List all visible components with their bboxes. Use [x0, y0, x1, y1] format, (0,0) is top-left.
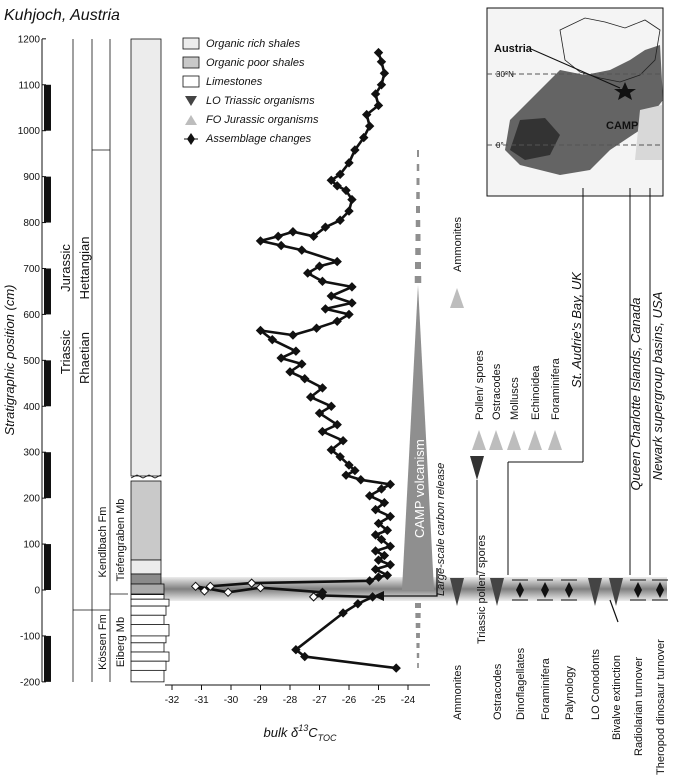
fo-triangle-up-icon	[528, 430, 542, 450]
y-tick-label: 200	[23, 493, 40, 505]
member-tiefengraben: Tiefengraben Mb	[115, 498, 127, 582]
event-below-label: Palynology	[564, 666, 576, 720]
event-above-label: Molluscs	[509, 377, 521, 420]
data-point	[298, 246, 306, 254]
y-tick-label: -200	[19, 677, 40, 689]
event-triassic-pollen-label: Triassic pollen/ spores	[476, 534, 488, 644]
legend-label: Limestones	[206, 76, 263, 88]
camp-dash	[416, 192, 420, 199]
legend-swatch	[183, 57, 199, 68]
fo-triangle-up-icon	[472, 430, 486, 450]
site-newark: Newark supergroup basins, USA	[650, 291, 665, 481]
legend-swatch	[183, 76, 199, 87]
data-point	[318, 428, 326, 436]
y-tick-label: 0	[34, 585, 40, 597]
event-below-label: Ostracodes	[492, 663, 504, 720]
y-stripe	[44, 268, 51, 314]
event-above-label: Pollen/ spores	[474, 350, 486, 420]
event-above-label: Foraminifera	[550, 358, 562, 420]
legend-triangle-up-icon	[185, 115, 197, 125]
y-axis-label: Stratigraphic position (cm)	[2, 284, 17, 436]
x-tick-label: -24	[400, 695, 416, 706]
limestone-bed	[131, 661, 166, 670]
event-below-label: Ammonites	[452, 664, 464, 720]
y-tick-label: 800	[23, 218, 40, 230]
x-tick-label: -27	[312, 695, 327, 706]
map-austria-label: Austria	[494, 43, 532, 55]
data-point	[327, 292, 335, 300]
data-point	[357, 476, 365, 484]
y-stripe	[44, 85, 51, 131]
legend-triangle-down-icon	[185, 96, 197, 106]
chart-title: Kuhjoch, Austria	[4, 7, 120, 24]
y-axis	[2, 34, 51, 688]
event-below-label: Theropod dinosaur turnover	[655, 639, 667, 775]
data-point	[348, 299, 356, 307]
map-lat30-label: 30°N	[496, 70, 514, 79]
data-point	[289, 331, 297, 339]
lithology-column	[131, 39, 169, 682]
x-tick-label: -28	[282, 695, 298, 706]
legend-label: FO Jurassic organisms	[206, 114, 319, 126]
y-tick-label: 1000	[17, 126, 40, 138]
formation-kossen: Kössen Fm	[97, 614, 109, 670]
x-tick-label: -29	[253, 695, 268, 706]
camp-dash	[415, 613, 420, 618]
data-point	[377, 58, 385, 66]
system-jurassic: Jurassic	[58, 244, 73, 292]
camp-dash	[416, 234, 421, 241]
fo-triangle-up-icon	[507, 430, 521, 450]
camp-dash	[416, 623, 421, 628]
event-above-label: Echinoidea	[530, 365, 542, 420]
legend-label: Organic rich shales	[206, 38, 301, 50]
event-above-label: Ostracodes	[491, 363, 503, 420]
limestone-bed	[131, 599, 169, 606]
event-below-label: Dinoflagellates	[515, 647, 527, 720]
limestone-beds	[131, 595, 169, 682]
data-point	[292, 347, 300, 355]
y-stripe	[44, 177, 51, 223]
data-point	[277, 354, 285, 362]
x-ticks	[165, 685, 416, 706]
data-point	[380, 69, 388, 77]
limestone-bed	[131, 624, 169, 635]
limestone-bed	[131, 636, 166, 643]
camp-dash	[416, 643, 419, 648]
data-point	[333, 258, 341, 266]
y-stripe	[44, 636, 51, 682]
data-point	[321, 305, 329, 313]
limestone-bed	[131, 670, 164, 681]
y-tick-label: 1100	[18, 80, 40, 92]
data-point	[289, 228, 297, 236]
stage-hettangian: Hettangian	[77, 236, 92, 300]
limestone-bed	[131, 615, 164, 624]
y-tick-label: 400	[23, 401, 40, 413]
member-eiberg: Eiberg Mb	[115, 616, 127, 668]
x-tick-label: -32	[164, 695, 180, 706]
x-axis-label: bulk $\delta^{13}C_{TOC}$	[263, 723, 337, 743]
y-tick-label: 300	[23, 447, 40, 459]
carbon-release-label: Large-scale carbon release	[435, 462, 447, 596]
x-tick-label: -25	[371, 695, 386, 706]
x-axis	[165, 685, 430, 743]
legend-swatch	[183, 38, 199, 49]
event-below-label: Bivalve extinction	[611, 655, 623, 740]
y-tick-label: 900	[23, 172, 40, 184]
y-stripe	[44, 360, 51, 406]
map-inset	[487, 8, 663, 196]
legend-diamond-icon	[187, 133, 195, 145]
camp-dash	[417, 663, 419, 668]
y-tick-label: 600	[23, 309, 40, 321]
x-tick-label: -26	[341, 695, 357, 706]
y-tick-label: -100	[19, 631, 40, 643]
camp-dash	[415, 276, 422, 283]
legend-label: Assemblage changes	[206, 133, 312, 145]
site-st-audries: St. Audrie's Bay, UK	[569, 272, 584, 388]
y-stripe	[44, 544, 51, 590]
data-point	[392, 664, 400, 672]
data-point	[386, 561, 394, 569]
data-point	[257, 237, 265, 245]
limestone-bed	[131, 595, 164, 600]
y-stripe	[44, 452, 51, 498]
legend-label: LO Triassic organisms	[206, 95, 315, 107]
legend	[183, 38, 319, 145]
chrono-columns	[58, 39, 128, 682]
camp-dash	[417, 164, 420, 171]
data-point	[277, 242, 285, 250]
formation-kendlbach: Kendlbach Fm	[97, 506, 109, 578]
camp-dash	[417, 178, 420, 185]
camp-dash	[415, 603, 421, 608]
data-point	[348, 283, 356, 291]
limestone-bed	[131, 643, 164, 652]
event-above-label: Ammonites	[452, 216, 464, 272]
data-point	[313, 324, 321, 332]
limestone-bed	[131, 606, 166, 615]
map-lat0-label: 0°	[496, 141, 504, 150]
data-point	[274, 232, 282, 240]
site-queen-charlotte: Queen Charlotte Islands, Canada	[628, 297, 643, 491]
camp-dash	[415, 262, 421, 269]
event-below-label: LO Conodonts	[590, 649, 602, 720]
x-tick-label: -30	[223, 695, 239, 706]
camp-dash	[415, 248, 421, 255]
event-below-label: Foraminifera	[540, 658, 552, 720]
camp-dash	[417, 653, 419, 658]
limestone-bed	[131, 652, 169, 661]
camp-dash	[416, 206, 420, 213]
fo-triangle-up-icon	[548, 430, 562, 450]
legend-label: Organic poor shales	[206, 57, 305, 69]
y-tick-label: 500	[23, 355, 40, 367]
camp-dash	[416, 220, 421, 227]
camp-dash	[417, 150, 419, 157]
camp-volcanism-label: CAMP volcanism	[412, 439, 427, 538]
system-triassic: Triassic	[58, 329, 73, 375]
x-tick-label: -31	[194, 695, 209, 706]
y-tick-label: 700	[23, 263, 40, 275]
data-point	[375, 49, 383, 57]
y-axis-stripes	[44, 85, 51, 682]
fo-triangle-up-icon	[489, 430, 503, 450]
fo-triangle-up-icon	[450, 288, 464, 308]
lo-triangle-down-icon	[470, 456, 484, 480]
y-tick-label: 1200	[17, 34, 40, 46]
camp-dash	[416, 633, 420, 638]
map-camp-label: CAMP	[606, 120, 639, 132]
stage-rhaetian: Rhaetian	[77, 331, 92, 385]
y-tick-label: 100	[23, 539, 40, 551]
event-below-label: Radiolarian turnover	[633, 656, 645, 756]
